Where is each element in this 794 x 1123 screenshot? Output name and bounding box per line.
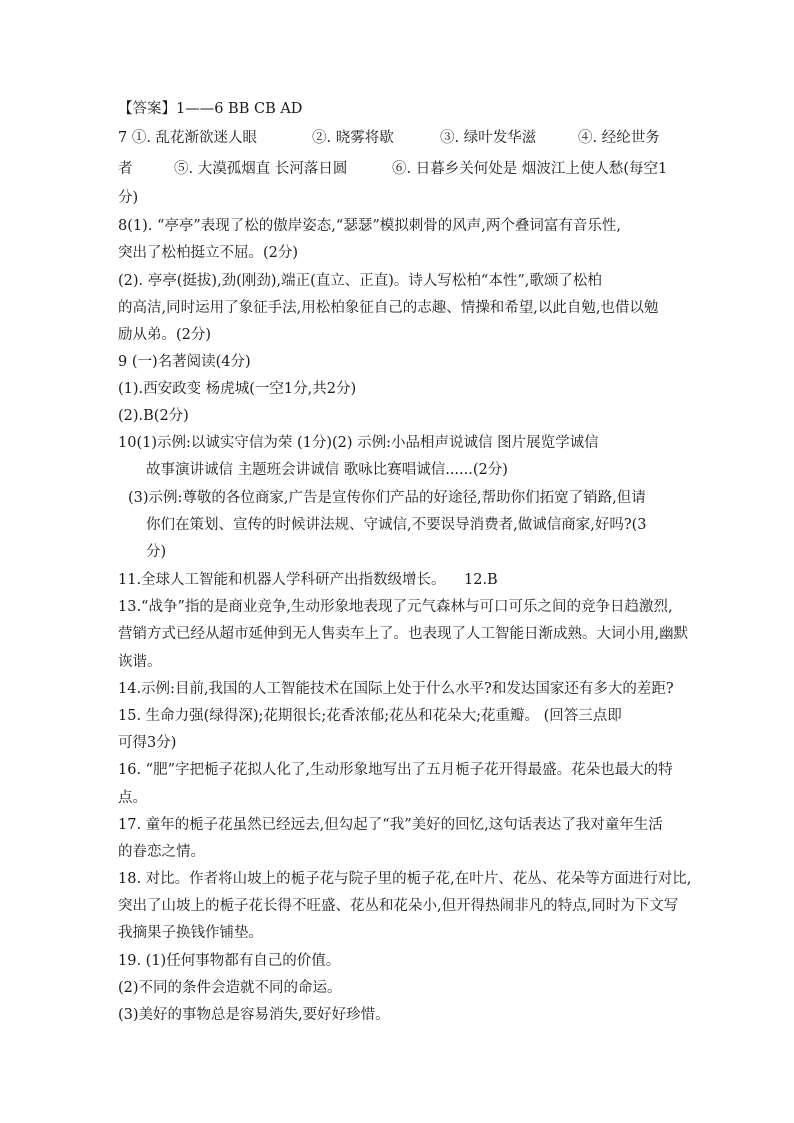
answer-7-blank-2: ②. 晓雾将歇 bbox=[312, 130, 394, 146]
answer-18-line-2: 突出了山坡上的栀子花长得不旺盛、花丛和花朵小,但开得热闹非凡的特点,同时为下文写 bbox=[118, 898, 679, 914]
answer-16-line-1: 16. “肥”字把栀子花拟人化了,生动形象地写出了五月栀子花开得最盛。花朵也最大的特 bbox=[118, 762, 673, 778]
answer-16-line-2: 点。 bbox=[118, 790, 147, 806]
answer-15-line-2: 可得3分) bbox=[118, 735, 177, 751]
answer-8-2-line-2: 的高洁,同时运用了象征手法,用松柏象征自己的志趣、情操和希望,以此自勉,也借以勉 bbox=[118, 300, 659, 316]
answer-10-3-line-3: 分) bbox=[146, 544, 167, 560]
answer-14: 14.示例:目前,我国的人工智能技术在国际上处于什么水平?和发达国家还有多大的差距? bbox=[118, 681, 674, 697]
answer-10-line-1: 10(1)示例:以诚实守信为荣 (1分)(2) 示例:小品相声说诚信 图片展览学诚信 bbox=[118, 435, 599, 451]
answer-7-line-1 bbox=[118, 128, 698, 148]
answer-10-3-line-1: (3)示例:尊敬的各位商家,广告是宣传你们产品的好途径,帮助你们拓宽了销路,但请 bbox=[128, 490, 646, 506]
answer-19-2: (2)不同的条件会造就不同的命运。 bbox=[118, 980, 342, 996]
answer-8-1-line-2: 突出了松柏挺立不屈。(2分) bbox=[118, 245, 299, 261]
answer-17-line-2: 的眷恋之情。 bbox=[118, 844, 205, 860]
answer-7-blank-4: ④. 经纶世务 bbox=[578, 130, 660, 146]
answer-18-line-3: 我摘果子换钱作铺垫。 bbox=[118, 925, 263, 941]
answer-7-blank-1: 7 ①. 乱花渐欲迷人眼 bbox=[118, 130, 258, 146]
answer-18-line-1: 18. 对比。作者将山坡上的栀子花与院子里的栀子花,在叶片、花丛、花朵等方面进行对比, bbox=[118, 871, 692, 887]
answer-7-blank-5: ⑤. 大漠孤烟直 长河落日圆 bbox=[174, 161, 348, 177]
answer-10-3-line-2: 你们在策划、宣传的时候讲法规、守诚信,不要误导消费者,做诚信商家,好吗?(3 bbox=[146, 517, 647, 533]
answer-7-blank-3: ③. 绿叶发华滋 bbox=[440, 130, 537, 146]
answer-13-line-2: 营销方式已经从超市延伸到无人售卖车上了。也表现了人工智能日渐成熟。大词小用,幽默 bbox=[118, 626, 689, 642]
answer-7-blank-4-cont: 者 bbox=[118, 161, 133, 177]
answer-19-3: (3)美好的事物总是容易消失,要好好珍惜。 bbox=[118, 1007, 390, 1023]
answer-12: 12.B bbox=[464, 572, 498, 588]
answer-8-2-line-1: (2). 亭亭(挺拔),劲(刚劲),端正(直立、正直)。诗人写松柏“本性”,歌颂了松柏 bbox=[118, 273, 602, 289]
answer-11: 11.全球人工智能和机器人学科研产出指数级增长。 bbox=[118, 572, 446, 588]
answer-9-2: (2).B(2分) bbox=[118, 408, 189, 424]
answer-9-heading: 9 (一)名著阅读(4分) bbox=[118, 354, 251, 370]
answer-7-blank-6: ⑥. 日暮乡关何处是 烟波江上使人愁(每空1 bbox=[392, 161, 668, 177]
answer-10-line-2: 故事演讲诚信 主题班会讲诚信 歌咏比赛唱诚信......(2分) bbox=[146, 462, 508, 478]
answer-13-line-1: 13.“战争”指的是商业竞争,生动形象地表现了元气森林与可口可乐之间的竞争日趋激烈, bbox=[118, 599, 673, 615]
answer-17-line-1: 17. 童年的栀子花虽然已经远去,但勾起了“我”美好的回忆,这句话表达了我对童年生活 bbox=[118, 817, 663, 833]
answer-9-1: (1).西安政变 杨虎城(一空1分,共2分) bbox=[118, 381, 357, 397]
answer-19-1: 19. (1)任何事物都有自己的价值。 bbox=[118, 953, 341, 969]
answer-8-2-line-3: 励从弟。(2分) bbox=[118, 327, 212, 343]
answer-13-line-3: 诙谐。 bbox=[118, 654, 162, 670]
answer-header: 【答案】1——6 BB CB AD bbox=[118, 101, 303, 117]
answer-8-1-line-1: 8(1). “亭亭”表现了松的傲岸姿态,“瑟瑟”模拟刺骨的风声,两个叠词富有音乐性, bbox=[118, 218, 621, 234]
answer-7-line-2 bbox=[118, 159, 698, 179]
answer-15-line-1: 15. 生命力强(绿得深);花期很长;花香浓郁;花丛和花朵大;花重瓣。 (回答三点即 bbox=[118, 708, 622, 724]
answer-11-12-line bbox=[118, 570, 698, 590]
answer-7-line-3: 分) bbox=[118, 190, 139, 206]
